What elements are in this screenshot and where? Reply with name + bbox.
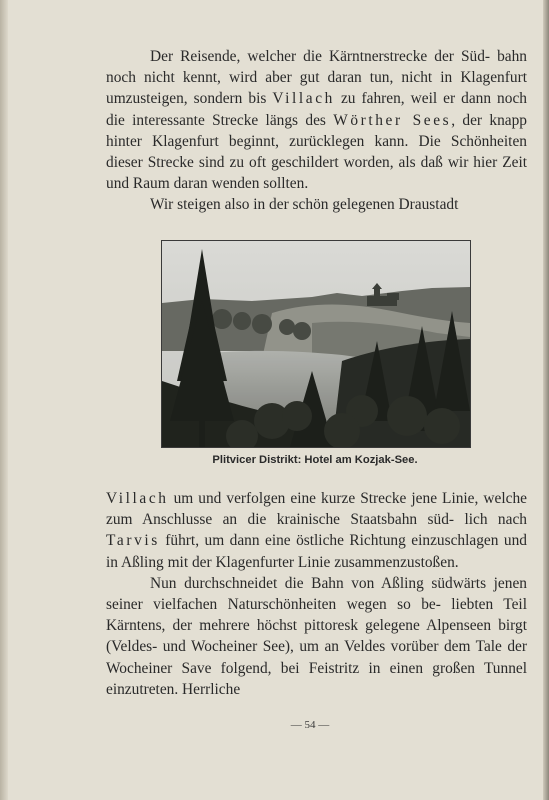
paragraph-2 [106, 194, 527, 215]
page-spine-shadow [0, 0, 8, 800]
place-name-tarvis: Tarvis [106, 532, 160, 550]
landscape-photo [161, 240, 471, 448]
place-name-villach: Villach [272, 90, 335, 108]
text-block-bottom [106, 488, 527, 700]
paragraph-1-line: zu fahren, [334, 90, 405, 108]
paragraph-4-line: bei Feistritz in einen großen Tunnel einzutreten. Herrliche [106, 659, 527, 698]
paragraph-3 [106, 488, 527, 573]
paragraph-1-line: daran wenden sollten. [173, 175, 309, 193]
paragraph-4-line: liebten Teil Kärntens, der mehrere höchst pittoresk gelegene [106, 596, 527, 635]
paragraph-3-line: lich nach [464, 511, 527, 529]
paragraph-1-line: weil er dann noch die interessante Strecke längs des [106, 90, 527, 129]
paragraph-4-line: Nun durchschneidet die Bahn von Aßling südwärts [150, 574, 487, 592]
paragraph-4-line: jenen seiner vielfachen Naturschönheiten wegen so be- [106, 574, 527, 614]
paragraph-4-line: Alpenseen birgt (Veldes- und Wocheiner See), um an [106, 617, 528, 656]
page-edge-shadow [543, 0, 549, 800]
paragraph-1-line: Klagenfurt umzusteigen, sondern bis [106, 69, 527, 108]
text-block-top [106, 46, 527, 216]
paragraph-1-line: zurücklegen kann. Die Schönheiten dieser Strecke sind [106, 132, 527, 172]
paragraph-1 [106, 46, 527, 194]
paragraph-1-line: , der knapp hinter Klagenfurt beginnt, [106, 111, 527, 150]
paragraph-1-line: Der Reisende, welcher die Kärntnerstrecke der Süd- [150, 48, 491, 65]
paragraph-2-line: Wir steigen also in der schön gelegenen Draustadt [150, 196, 459, 214]
paragraph-3-line: zusammenzustoßen. [334, 553, 459, 571]
paragraph-3-line: führt, um dann eine östliche Richtung [159, 532, 406, 550]
paragraph-1-line: bahn noch nicht kennt, wird aber gut daran tun, nicht in [106, 48, 527, 87]
place-name-villach: Villach [106, 490, 169, 507]
paragraph-4 [106, 573, 527, 700]
paragraph-1-line: zu oft geschildert worden, als daß wir hier Zeit und Raum [106, 154, 527, 193]
photo-illustration [162, 241, 470, 447]
photo-caption: Plitvicer Distrikt: Hotel am Kozjak-See. [212, 454, 418, 466]
place-name-woerther-see: Wörther Sees [333, 111, 452, 129]
page-number: — 54 — [290, 719, 330, 731]
paragraph-3-line: um und verfolgen eine kurze Strecke jene Linie, [168, 490, 479, 507]
paragraph-3-line: einzuschlagen und in Aßling mit der Klagenfurter Linie [106, 532, 527, 571]
paragraph-3-line: welche zum Anschlusse an die krainische Staatsbahn süd- [106, 490, 527, 529]
paragraph-4-line: Veldes vorüber dem Tale der Wocheiner Save folgend, [106, 638, 527, 677]
